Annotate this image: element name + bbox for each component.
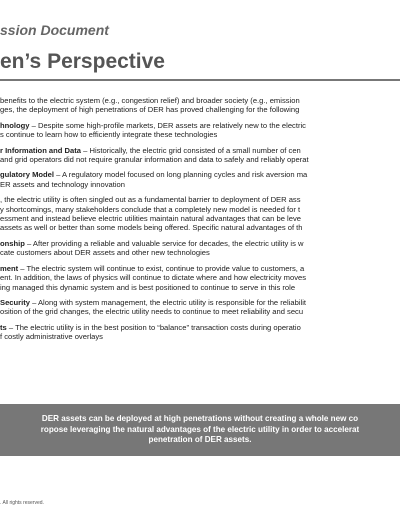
advantage-text: – The electric utility is in the best position to “balance” transaction costs during operatio	[6, 322, 301, 332]
intro-line: benefits to the electric system (e.g., congestion relief) and broader society (e.g., emission	[0, 96, 300, 105]
advantage-heading: ts	[0, 322, 7, 332]
challenge-text: s continue to learn how to efficiently integrate these technologies	[0, 130, 218, 140]
document-subtitle: ssion Document	[0, 22, 109, 38]
advantage-text: f costly administrative overlays	[0, 332, 103, 342]
intro-line: ges, the deployment of high penetrations of DER has proved challenging for the following	[0, 105, 300, 115]
challenge-heading: gulatory Model	[0, 170, 55, 180]
callout-line: penetration of DER assets.	[148, 435, 252, 445]
challenge-heading: hnology	[0, 120, 30, 130]
utility-line: , the electric utility is often singled out as a fundamental barrier to deployment of DER ass	[0, 195, 301, 205]
advantage-item	[0, 323, 400, 342]
advantage-text: osition of the grid changes, the electric utility needs to continue to meet reliability and secu	[0, 307, 304, 317]
challenge-item	[0, 121, 400, 140]
callout-line: DER assets can be deployed at high penetrations without creating a whole new co	[41, 414, 359, 424]
challenge-text: ER assets and technology innovation	[0, 179, 125, 189]
challenge-item	[0, 146, 400, 165]
advantage-text: – Along with system management, the electric utility is responsible for the reliabilit	[29, 297, 307, 307]
advantage-item	[0, 298, 400, 317]
advantage-text: – After providing a reliable and valuable service for decades, the electric utility is w	[24, 238, 304, 248]
challenge-text: – Despite some high-profile markets, DER assets are relatively new to the electric	[29, 120, 306, 130]
challenge-item	[0, 170, 400, 189]
challenge-text: – A regulatory model focused on long planning cycles and risk aversion ma	[54, 170, 308, 180]
title-divider	[0, 79, 400, 81]
advantage-text: ing managed this dynamic system and is best positioned to continue to serve in this role	[0, 282, 296, 292]
utility-line: assets as well or better than some models being offered. Specific natural advantages of th	[0, 223, 303, 233]
advantage-heading: onship	[0, 238, 25, 248]
advantage-item	[0, 264, 400, 292]
callout-line: ropose leveraging the natural advantages of the electric utility in order to accelerat	[40, 424, 360, 434]
advantage-text: ent. In addition, the laws of physics will continue to dictate where and how electricity moves	[0, 273, 307, 283]
utility-line: essment and instead believe electric utilities maintain natural advantages that can be leve	[0, 214, 301, 224]
advantage-heading: ment	[0, 263, 19, 273]
callout-box	[0, 404, 400, 456]
challenge-text: – Historically, the electric grid consisted of a small number of cen	[81, 145, 301, 155]
body-text	[0, 96, 400, 348]
advantage-item	[0, 239, 400, 258]
advantage-text: – The electric system will continue to exist, continue to provide value to customers, a	[18, 263, 305, 273]
copyright-footer: . All rights reserved.	[0, 500, 44, 506]
advantage-text: cate customers about DER assets and other new technologies	[0, 248, 210, 258]
slide-title: en’s Perspective	[0, 50, 165, 73]
intro-paragraph	[0, 96, 400, 115]
challenge-text: and grid operators did not require granular information and data to safely and reliably operat	[0, 155, 309, 165]
utility-line: y shortcomings, many stakeholders conclude that a completely new model is needed for t	[0, 204, 301, 214]
advantage-heading: Security	[0, 297, 30, 307]
utility-paragraph	[0, 195, 400, 233]
challenge-heading: r Information and Data	[0, 145, 82, 155]
